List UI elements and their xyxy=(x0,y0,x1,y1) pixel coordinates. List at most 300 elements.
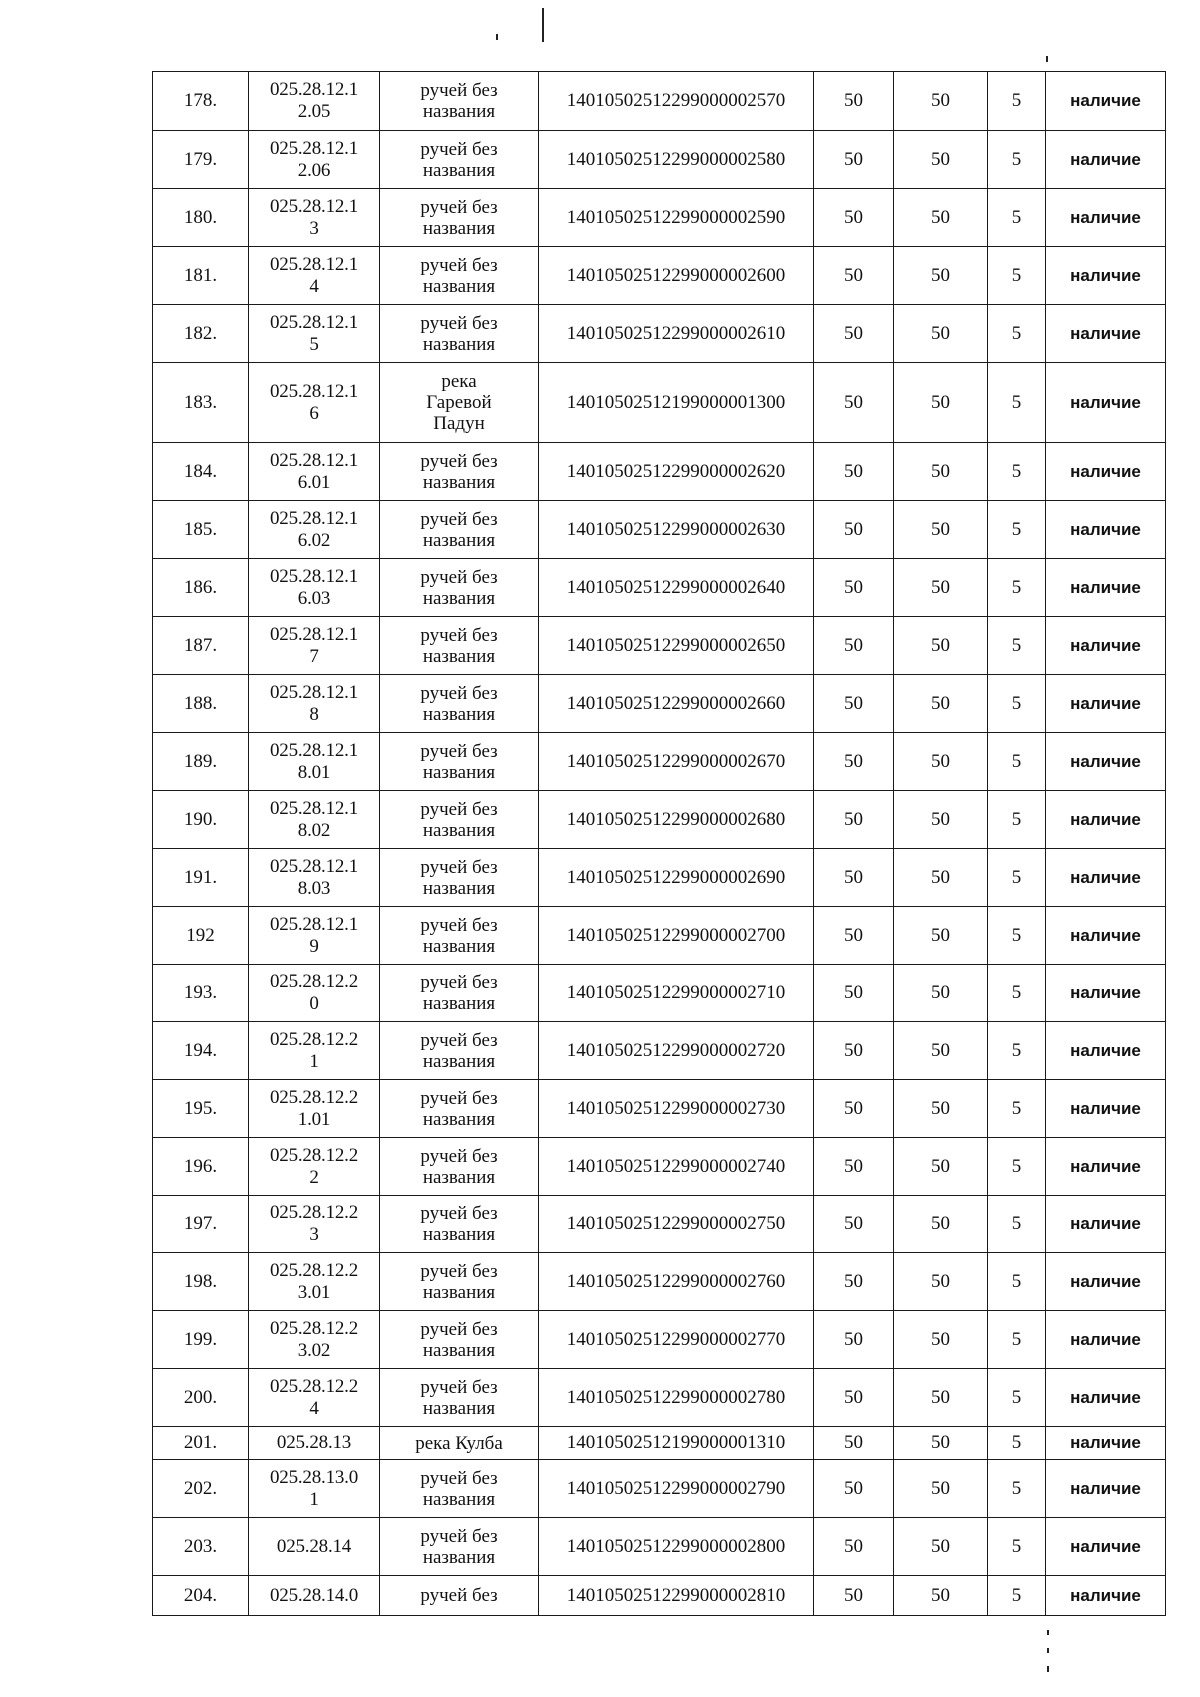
object-name xyxy=(380,1576,539,1616)
object-code-line: 025.28.12.2 xyxy=(269,971,359,992)
table-row xyxy=(153,907,1166,965)
object-code xyxy=(249,559,380,617)
value-3: 5 xyxy=(988,1576,1046,1616)
table-row xyxy=(153,1369,1166,1427)
table-row xyxy=(153,72,1166,131)
value-2: 50 xyxy=(894,189,988,247)
object-code-line: 025.28.12.1 xyxy=(269,681,359,703)
object-code xyxy=(249,1253,380,1311)
value-2: 50 xyxy=(894,363,988,443)
object-name-line: ручей без xyxy=(420,1145,498,1167)
table-row xyxy=(153,131,1166,189)
object-code xyxy=(249,675,380,733)
value-1: 50 xyxy=(814,1518,894,1576)
cadastral-number: 14010502512199000001310 xyxy=(539,1427,814,1460)
table-row xyxy=(153,965,1166,1022)
value-2: 50 xyxy=(894,1427,988,1460)
value-1: 50 xyxy=(814,907,894,965)
status-cell: наличие xyxy=(1046,617,1166,675)
object-name-line: река Кулба xyxy=(415,1432,503,1454)
cadastral-number: 14010502512299000002670 xyxy=(539,733,814,791)
object-code-line: 025.28.12.1 xyxy=(269,855,359,877)
status-cell: наличие xyxy=(1046,1253,1166,1311)
value-3: 5 xyxy=(988,443,1046,501)
value-2: 50 xyxy=(894,1460,988,1518)
table-row xyxy=(153,1196,1166,1253)
object-code xyxy=(249,305,380,363)
object-code xyxy=(249,363,380,443)
object-code-line: 8.03 xyxy=(297,877,331,899)
value-1: 50 xyxy=(814,501,894,559)
value-2: 50 xyxy=(894,1022,988,1080)
object-name-line: названия xyxy=(422,645,496,667)
row-number: 180. xyxy=(153,189,249,247)
table-row xyxy=(153,363,1166,443)
value-3: 5 xyxy=(988,501,1046,559)
scan-mark-right xyxy=(1046,56,1048,62)
value-2: 50 xyxy=(894,791,988,849)
object-name xyxy=(380,849,539,907)
object-name-line: названия xyxy=(422,275,496,297)
table-row xyxy=(153,1576,1166,1616)
value-1: 50 xyxy=(814,733,894,791)
status-cell: наличие xyxy=(1046,72,1166,131)
row-number: 191. xyxy=(153,849,249,907)
cadastral-number: 14010502512299000002730 xyxy=(539,1080,814,1138)
object-name xyxy=(380,1080,539,1138)
object-name-line: ручей без xyxy=(420,740,498,762)
object-code xyxy=(249,617,380,675)
object-code-line: 025.28.12.1 xyxy=(269,565,359,587)
value-2: 50 xyxy=(894,1369,988,1427)
status-cell: наличие xyxy=(1046,501,1166,559)
table-row xyxy=(153,733,1166,791)
table-row xyxy=(153,501,1166,559)
object-code xyxy=(249,1138,380,1196)
object-code-line: 1 xyxy=(309,1050,319,1072)
value-1: 50 xyxy=(814,1576,894,1616)
row-number: 203. xyxy=(153,1518,249,1576)
row-number: 192 xyxy=(153,907,249,965)
object-name-line: ручей без xyxy=(420,914,498,936)
object-name xyxy=(380,131,539,189)
object-name-line: названия xyxy=(422,1166,496,1188)
object-code xyxy=(249,1518,380,1576)
object-name-line: ручей без xyxy=(420,508,498,530)
object-code-line: 1.01 xyxy=(297,1108,331,1130)
object-code xyxy=(249,1022,380,1080)
object-code xyxy=(249,1427,380,1460)
object-code xyxy=(249,1311,380,1369)
row-number: 200. xyxy=(153,1369,249,1427)
value-1: 50 xyxy=(814,1460,894,1518)
value-2: 50 xyxy=(894,131,988,189)
value-2: 50 xyxy=(894,72,988,131)
row-number: 179. xyxy=(153,131,249,189)
value-3: 5 xyxy=(988,1518,1046,1576)
value-3: 5 xyxy=(988,1080,1046,1138)
row-number: 197. xyxy=(153,1196,249,1253)
object-name-line: ручей без xyxy=(420,856,498,878)
object-name xyxy=(380,305,539,363)
object-code-line: 0 xyxy=(309,993,319,1014)
object-name-line: ручей без xyxy=(420,80,498,101)
row-number: 187. xyxy=(153,617,249,675)
value-1: 50 xyxy=(814,443,894,501)
object-code-line: 025.28.12.1 xyxy=(269,137,359,159)
value-3: 5 xyxy=(988,189,1046,247)
object-code-line: 025.28.12.2 xyxy=(269,1317,359,1339)
cadastral-number: 14010502512299000002650 xyxy=(539,617,814,675)
cadastral-number: 14010502512299000002580 xyxy=(539,131,814,189)
cadastral-number: 14010502512299000002620 xyxy=(539,443,814,501)
object-name xyxy=(380,1138,539,1196)
value-3: 5 xyxy=(988,247,1046,305)
cadastral-number: 14010502512299000002690 xyxy=(539,849,814,907)
object-name-line: названия xyxy=(422,935,496,957)
object-name-line: ручей без xyxy=(420,450,498,472)
value-1: 50 xyxy=(814,72,894,131)
object-code-line: 6 xyxy=(309,402,319,424)
table-body xyxy=(153,72,1166,1616)
object-name-line: названия xyxy=(422,761,496,783)
value-3: 5 xyxy=(988,131,1046,189)
object-name xyxy=(380,1427,539,1460)
object-code xyxy=(249,131,380,189)
object-code-line: 025.28.12.1 xyxy=(269,449,359,471)
object-code-line: 025.28.12.1 xyxy=(269,913,359,935)
row-number: 181. xyxy=(153,247,249,305)
object-code-line: 025.28.13.0 xyxy=(269,1466,359,1488)
object-code-line: 025.28.12.2 xyxy=(269,1144,359,1166)
value-1: 50 xyxy=(814,965,894,1022)
object-name-line: ручей без xyxy=(420,972,498,993)
table-row xyxy=(153,1311,1166,1369)
status-cell: наличие xyxy=(1046,1022,1166,1080)
cadastral-number: 14010502512299000002780 xyxy=(539,1369,814,1427)
object-name-line: названия xyxy=(422,1397,496,1419)
object-name xyxy=(380,501,539,559)
object-name xyxy=(380,1022,539,1080)
table-row xyxy=(153,1138,1166,1196)
cadastral-number: 14010502512299000002720 xyxy=(539,1022,814,1080)
object-name-line: названия xyxy=(422,1281,496,1303)
value-1: 50 xyxy=(814,1022,894,1080)
object-code xyxy=(249,1196,380,1253)
cadastral-number: 14010502512299000002710 xyxy=(539,965,814,1022)
cadastral-number: 14010502512299000002640 xyxy=(539,559,814,617)
cadastral-number: 14010502512299000002600 xyxy=(539,247,814,305)
value-1: 50 xyxy=(814,189,894,247)
object-name xyxy=(380,965,539,1022)
value-2: 50 xyxy=(894,247,988,305)
table-row xyxy=(153,1080,1166,1138)
object-name-line: ручей без xyxy=(420,138,498,160)
object-name-line: названия xyxy=(422,1108,496,1130)
value-3: 5 xyxy=(988,849,1046,907)
object-code-line: 8.02 xyxy=(297,819,331,841)
table-row xyxy=(153,617,1166,675)
value-1: 50 xyxy=(814,791,894,849)
object-code xyxy=(249,849,380,907)
row-number: 178. xyxy=(153,72,249,131)
value-3: 5 xyxy=(988,965,1046,1022)
status-cell: наличие xyxy=(1046,1576,1166,1616)
object-code-line: 025.28.12.2 xyxy=(269,1375,359,1397)
table-row xyxy=(153,1253,1166,1311)
object-code-line: 1 xyxy=(309,1488,319,1510)
value-2: 50 xyxy=(894,965,988,1022)
value-2: 50 xyxy=(894,1576,988,1616)
object-name-line: названия xyxy=(422,993,496,1014)
object-code xyxy=(249,733,380,791)
value-3: 5 xyxy=(988,72,1046,131)
object-name xyxy=(380,363,539,443)
object-name-line: названия xyxy=(422,159,496,181)
row-number: 193. xyxy=(153,965,249,1022)
object-code-line: 025.28.12.1 xyxy=(269,311,359,333)
status-cell: наличие xyxy=(1046,443,1166,501)
value-3: 5 xyxy=(988,559,1046,617)
value-2: 50 xyxy=(894,443,988,501)
object-code xyxy=(249,72,380,131)
value-3: 5 xyxy=(988,1253,1046,1311)
status-cell: наличие xyxy=(1046,1427,1166,1460)
object-name xyxy=(380,1460,539,1518)
scan-mark-bottom-2 xyxy=(1047,1648,1049,1653)
cadastral-number: 14010502512299000002760 xyxy=(539,1253,814,1311)
value-1: 50 xyxy=(814,1369,894,1427)
value-3: 5 xyxy=(988,1138,1046,1196)
object-code-line: 025.28.12.2 xyxy=(269,1086,359,1108)
object-name xyxy=(380,1369,539,1427)
value-3: 5 xyxy=(988,617,1046,675)
object-code-line: 2.05 xyxy=(297,101,331,122)
object-code xyxy=(249,965,380,1022)
table-row xyxy=(153,1022,1166,1080)
cadastral-number: 14010502512299000002680 xyxy=(539,791,814,849)
cadastral-number: 14010502512299000002590 xyxy=(539,189,814,247)
object-code-line: 025.28.14.0 xyxy=(269,1584,359,1606)
row-number: 199. xyxy=(153,1311,249,1369)
row-number: 188. xyxy=(153,675,249,733)
cadastral-number: 14010502512299000002660 xyxy=(539,675,814,733)
object-name-line: ручей без xyxy=(420,1087,498,1109)
value-2: 50 xyxy=(894,559,988,617)
object-name-line: названия xyxy=(422,1488,496,1510)
object-name-line: ручей без xyxy=(420,1029,498,1051)
object-name-line: названия xyxy=(422,217,496,239)
object-code-line: 4 xyxy=(309,1397,319,1419)
status-cell: наличие xyxy=(1046,1196,1166,1253)
object-code-line: 025.28.13 xyxy=(276,1432,352,1453)
value-2: 50 xyxy=(894,1518,988,1576)
object-name-line: названия xyxy=(422,703,496,725)
value-1: 50 xyxy=(814,1253,894,1311)
value-3: 5 xyxy=(988,791,1046,849)
object-code-line: 3 xyxy=(309,217,319,239)
cadastral-number: 14010502512299000002790 xyxy=(539,1460,814,1518)
value-2: 50 xyxy=(894,675,988,733)
row-number: 182. xyxy=(153,305,249,363)
object-name-line: ручей без xyxy=(420,196,498,218)
row-number: 201. xyxy=(153,1427,249,1460)
status-cell: наличие xyxy=(1046,363,1166,443)
value-1: 50 xyxy=(814,363,894,443)
object-name-line: ручей без xyxy=(420,566,498,588)
value-1: 50 xyxy=(814,1080,894,1138)
table-row xyxy=(153,1518,1166,1576)
object-name-line: Падун xyxy=(433,413,485,434)
object-name-line: названия xyxy=(422,529,496,551)
cadastral-number: 14010502512299000002740 xyxy=(539,1138,814,1196)
object-name-line: ручей без xyxy=(420,624,498,646)
object-name-line: ручей без xyxy=(420,254,498,276)
object-code-line: 8 xyxy=(309,703,319,725)
value-1: 50 xyxy=(814,1427,894,1460)
object-code xyxy=(249,1460,380,1518)
table-row xyxy=(153,675,1166,733)
object-name-line: названия xyxy=(422,587,496,609)
object-name-line: названия xyxy=(422,819,496,841)
row-number: 204. xyxy=(153,1576,249,1616)
object-name-line: ручей без xyxy=(420,1318,498,1340)
value-1: 50 xyxy=(814,1311,894,1369)
value-2: 50 xyxy=(894,907,988,965)
object-code xyxy=(249,247,380,305)
cadastral-number: 14010502512299000002610 xyxy=(539,305,814,363)
row-number: 195. xyxy=(153,1080,249,1138)
value-3: 5 xyxy=(988,1196,1046,1253)
object-code-line: 2.06 xyxy=(297,159,331,181)
value-3: 5 xyxy=(988,733,1046,791)
cadastral-number: 14010502512299000002800 xyxy=(539,1518,814,1576)
object-code-line: 025.28.12.1 xyxy=(269,380,359,402)
status-cell: наличие xyxy=(1046,675,1166,733)
status-cell: наличие xyxy=(1046,1080,1166,1138)
object-code-line: 025.28.12.2 xyxy=(269,1028,359,1050)
status-cell: наличие xyxy=(1046,1518,1166,1576)
object-name-line: названия xyxy=(422,1224,496,1245)
table-row xyxy=(153,559,1166,617)
object-name xyxy=(380,1518,539,1576)
cadastral-number: 14010502512199000001300 xyxy=(539,363,814,443)
object-code-line: 6.03 xyxy=(297,587,331,609)
object-code-line: 025.28.12.1 xyxy=(269,623,359,645)
value-3: 5 xyxy=(988,1369,1046,1427)
cadastral-number: 14010502512299000002750 xyxy=(539,1196,814,1253)
table-row xyxy=(153,443,1166,501)
object-name xyxy=(380,675,539,733)
value-2: 50 xyxy=(894,733,988,791)
status-cell: наличие xyxy=(1046,1460,1166,1518)
object-code-line: 025.28.14 xyxy=(276,1535,352,1557)
table-row xyxy=(153,247,1166,305)
row-number: 183. xyxy=(153,363,249,443)
value-3: 5 xyxy=(988,907,1046,965)
object-code-line: 025.28.12.2 xyxy=(269,1202,359,1223)
object-code xyxy=(249,907,380,965)
value-1: 50 xyxy=(814,131,894,189)
water-objects-table xyxy=(152,71,1166,1616)
value-2: 50 xyxy=(894,501,988,559)
object-code-line: 025.28.12.2 xyxy=(269,1259,359,1281)
object-name-line: ручей без xyxy=(420,1467,498,1489)
object-name-line: названия xyxy=(422,877,496,899)
status-cell: наличие xyxy=(1046,907,1166,965)
status-cell: наличие xyxy=(1046,849,1166,907)
object-name-line: названия xyxy=(422,333,496,355)
value-2: 50 xyxy=(894,1080,988,1138)
value-2: 50 xyxy=(894,305,988,363)
status-cell: наличие xyxy=(1046,1138,1166,1196)
row-number: 194. xyxy=(153,1022,249,1080)
object-name xyxy=(380,559,539,617)
table-row xyxy=(153,189,1166,247)
value-3: 5 xyxy=(988,1022,1046,1080)
status-cell: наличие xyxy=(1046,791,1166,849)
value-1: 50 xyxy=(814,247,894,305)
object-name xyxy=(380,1253,539,1311)
object-name-line: названия xyxy=(422,1546,496,1568)
object-name-line: ручей без xyxy=(420,1203,498,1224)
object-name xyxy=(380,1196,539,1253)
object-name-line: названия xyxy=(422,471,496,493)
table-row xyxy=(153,1460,1166,1518)
object-code xyxy=(249,501,380,559)
value-1: 50 xyxy=(814,1196,894,1253)
scan-mark-vertical xyxy=(542,8,544,42)
object-code-line: 3.02 xyxy=(297,1339,331,1361)
object-name-line: названия xyxy=(422,1339,496,1361)
status-cell: наличие xyxy=(1046,131,1166,189)
object-name-line: Гаревой xyxy=(426,392,492,413)
value-1: 50 xyxy=(814,559,894,617)
object-name-line: ручей без xyxy=(420,682,498,704)
value-2: 50 xyxy=(894,1138,988,1196)
table-row xyxy=(153,849,1166,907)
object-code-line: 6.02 xyxy=(297,529,331,551)
cadastral-number: 14010502512299000002810 xyxy=(539,1576,814,1616)
row-number: 184. xyxy=(153,443,249,501)
object-name-line: названия xyxy=(422,101,496,122)
object-name xyxy=(380,907,539,965)
object-code-line: 2 xyxy=(309,1166,319,1188)
object-name-line: ручей без xyxy=(420,312,498,334)
status-cell: наличие xyxy=(1046,559,1166,617)
row-number: 196. xyxy=(153,1138,249,1196)
value-2: 50 xyxy=(894,617,988,675)
object-code-line: 3.01 xyxy=(297,1281,331,1303)
object-code-line: 7 xyxy=(309,645,319,667)
cadastral-number: 14010502512299000002570 xyxy=(539,72,814,131)
object-name xyxy=(380,443,539,501)
value-3: 5 xyxy=(988,675,1046,733)
value-3: 5 xyxy=(988,1460,1046,1518)
object-code xyxy=(249,443,380,501)
status-cell: наличие xyxy=(1046,733,1166,791)
object-name-line: названия xyxy=(422,1050,496,1072)
scan-mark-dot xyxy=(496,34,498,40)
value-1: 50 xyxy=(814,675,894,733)
scan-mark-bottom-3 xyxy=(1047,1666,1049,1672)
value-3: 5 xyxy=(988,1311,1046,1369)
object-code-line: 9 xyxy=(309,935,319,957)
object-name xyxy=(380,247,539,305)
value-2: 50 xyxy=(894,1196,988,1253)
value-1: 50 xyxy=(814,849,894,907)
object-code-line: 6.01 xyxy=(297,471,331,493)
